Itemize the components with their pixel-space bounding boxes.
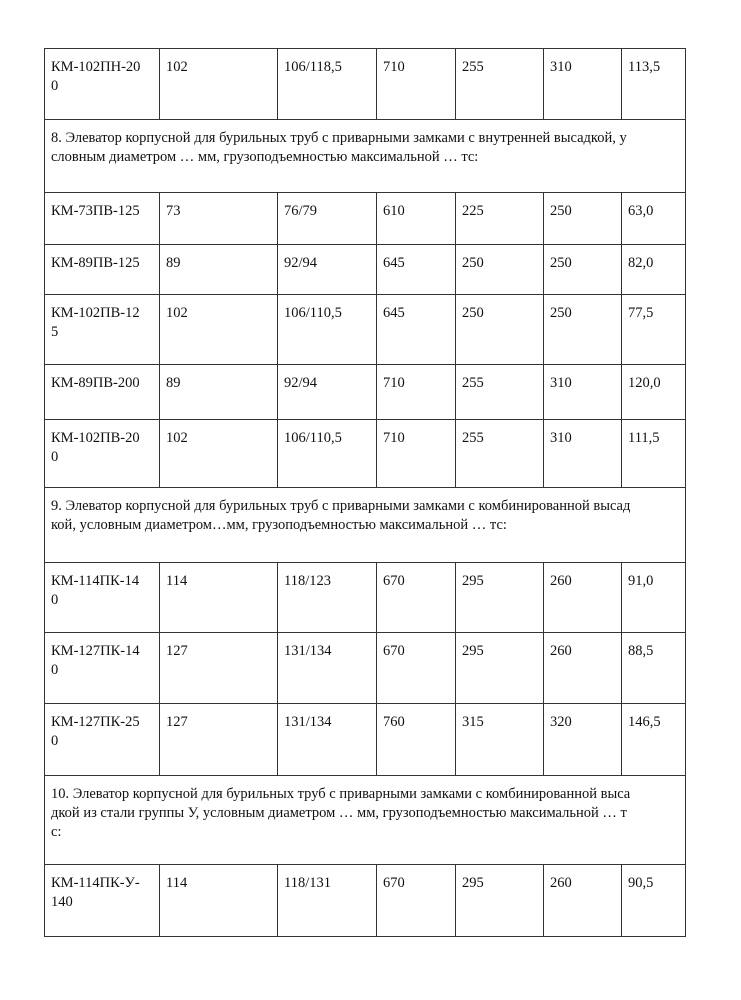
cell-load: 113,5 <box>622 49 686 120</box>
table-row <box>45 295 686 365</box>
cell-load: 82,0 <box>622 245 686 295</box>
cell-model: КМ-114ПК-У- 140 <box>45 865 160 937</box>
cell-bore: 92/94 <box>278 245 377 295</box>
cell-diameter: 127 <box>160 633 278 704</box>
cell-model: КМ-127ПК-25 0 <box>45 704 160 776</box>
cell-length: 260 <box>544 633 622 704</box>
cell-height: 710 <box>377 420 456 488</box>
cell-length: 260 <box>544 865 622 937</box>
cell-height: 610 <box>377 193 456 245</box>
table-row <box>45 563 686 633</box>
cell-height: 670 <box>377 865 456 937</box>
cell-load: 63,0 <box>622 193 686 245</box>
cell-model: КМ-102ПН-20 0 <box>45 49 160 120</box>
cell-diameter: 73 <box>160 193 278 245</box>
cell-length: 250 <box>544 193 622 245</box>
cell-width: 255 <box>456 49 544 120</box>
elevator-spec-table <box>44 48 686 937</box>
cell-model: КМ-102ПВ-12 5 <box>45 295 160 365</box>
cell-model: КМ-89ПВ-200 <box>45 365 160 420</box>
cell-diameter: 89 <box>160 245 278 295</box>
cell-load: 88,5 <box>622 633 686 704</box>
table-row <box>45 633 686 704</box>
cell-width: 315 <box>456 704 544 776</box>
cell-width: 250 <box>456 245 544 295</box>
cell-model: КМ-127ПК-14 0 <box>45 633 160 704</box>
cell-diameter: 114 <box>160 563 278 633</box>
table-row <box>45 704 686 776</box>
table-row <box>45 49 686 120</box>
cell-width: 255 <box>456 365 544 420</box>
cell-length: 250 <box>544 295 622 365</box>
table-body <box>45 49 686 937</box>
cell-bore: 106/118,5 <box>278 49 377 120</box>
cell-height: 760 <box>377 704 456 776</box>
cell-width: 250 <box>456 295 544 365</box>
cell-bore: 106/110,5 <box>278 420 377 488</box>
cell-model: КМ-114ПК-14 0 <box>45 563 160 633</box>
cell-length: 310 <box>544 365 622 420</box>
cell-width: 295 <box>456 865 544 937</box>
cell-model: КМ-73ПВ-125 <box>45 193 160 245</box>
cell-height: 645 <box>377 245 456 295</box>
cell-diameter: 102 <box>160 49 278 120</box>
cell-diameter: 102 <box>160 295 278 365</box>
cell-diameter: 114 <box>160 865 278 937</box>
cell-width: 295 <box>456 563 544 633</box>
cell-bore: 106/110,5 <box>278 295 377 365</box>
section-heading: 9. Элеватор корпусной для бурильных труб с приварными замками с комбинированной высад кой, условным диаметром…мм, грузоподъемностью максимальной … тс: <box>45 488 686 563</box>
cell-bore: 131/134 <box>278 704 377 776</box>
cell-height: 710 <box>377 49 456 120</box>
cell-width: 295 <box>456 633 544 704</box>
table-row <box>45 420 686 488</box>
cell-load: 111,5 <box>622 420 686 488</box>
table-row <box>45 365 686 420</box>
cell-height: 670 <box>377 563 456 633</box>
cell-load: 120,0 <box>622 365 686 420</box>
cell-model: КМ-102ПВ-20 0 <box>45 420 160 488</box>
table-row <box>45 865 686 937</box>
cell-bore: 118/123 <box>278 563 377 633</box>
section-heading-row <box>45 776 686 865</box>
cell-model: КМ-89ПВ-125 <box>45 245 160 295</box>
table-row <box>45 193 686 245</box>
cell-load: 146,5 <box>622 704 686 776</box>
cell-diameter: 102 <box>160 420 278 488</box>
section-heading-row <box>45 488 686 563</box>
section-heading-row <box>45 120 686 193</box>
cell-bore: 92/94 <box>278 365 377 420</box>
cell-load: 91,0 <box>622 563 686 633</box>
cell-width: 225 <box>456 193 544 245</box>
cell-diameter: 89 <box>160 365 278 420</box>
cell-load: 77,5 <box>622 295 686 365</box>
table-row <box>45 245 686 295</box>
cell-length: 310 <box>544 420 622 488</box>
section-heading: 10. Элеватор корпусной для бурильных труб с приварными замками с комбинированной выса дкой из стали группы У, условным диаметром … мм, грузоподъемностью максимальной … т с: <box>45 776 686 865</box>
cell-height: 670 <box>377 633 456 704</box>
cell-length: 310 <box>544 49 622 120</box>
section-heading: 8. Элеватор корпусной для бурильных труб с приварными замками с внутренней высадкой, у словным диаметром … мм, грузоподъемностью максимальной … тс: <box>45 120 686 193</box>
cell-height: 645 <box>377 295 456 365</box>
cell-width: 255 <box>456 420 544 488</box>
cell-bore: 118/131 <box>278 865 377 937</box>
cell-length: 250 <box>544 245 622 295</box>
cell-length: 260 <box>544 563 622 633</box>
cell-diameter: 127 <box>160 704 278 776</box>
cell-height: 710 <box>377 365 456 420</box>
cell-load: 90,5 <box>622 865 686 937</box>
cell-length: 320 <box>544 704 622 776</box>
cell-bore: 76/79 <box>278 193 377 245</box>
cell-bore: 131/134 <box>278 633 377 704</box>
